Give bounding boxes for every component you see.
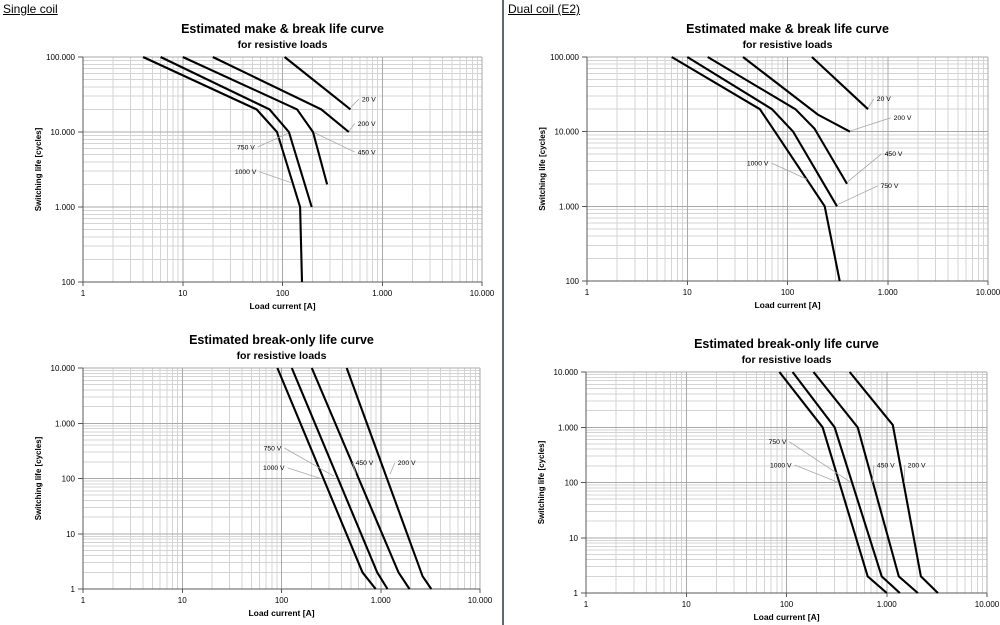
y-tick-label: 1 — [70, 585, 75, 594]
chart-subtitle: for resistive loads — [741, 354, 832, 366]
curve-label-200-v: 200 V — [893, 115, 912, 123]
curve-label-450-v: 450 V — [355, 460, 374, 468]
y-tick-label: 1.000 — [558, 202, 579, 212]
y-tick-label: 10.000 — [553, 368, 578, 377]
y-tick-label: 100.000 — [550, 53, 579, 62]
x-tick-label: 10 — [681, 600, 691, 609]
y-tick-label: 100 — [61, 474, 75, 484]
y-tick-label: 100 — [61, 278, 75, 287]
x-axis-title: Load current [A] — [249, 301, 316, 311]
chart-subtitle: for resistive loads — [236, 350, 327, 362]
curve-label-200-v: 200 V — [357, 120, 376, 128]
curve-label-750-v: 750 V — [880, 183, 899, 191]
curve-450-v — [183, 57, 327, 184]
axes — [78, 368, 480, 593]
x-tick-label: 100 — [274, 596, 289, 605]
curve-20-v — [285, 57, 351, 109]
x-tick-label: 100 — [275, 289, 290, 298]
x-axis-title: Load current [A] — [248, 608, 315, 618]
y-tick-label: 100 — [565, 277, 579, 286]
y-tick-label: 100 — [564, 478, 578, 488]
chart-title: Estimated make & break life curve — [686, 22, 889, 36]
chart-title: Estimated break-only life curve — [694, 337, 879, 351]
x-tick-label: 10 — [178, 289, 188, 298]
dual-coil-make-break-chart — [538, 22, 1000, 310]
y-tick-label: 1.000 — [54, 419, 75, 429]
chart-subtitle: for resistive loads — [742, 39, 833, 51]
x-tick-label: 10 — [177, 596, 187, 605]
x-tick-label: 100 — [780, 288, 795, 297]
curve-label-450-v: 450 V — [884, 151, 903, 159]
section-header-dual-coil: Dual coil (E2) — [508, 2, 581, 16]
leader-200-v — [390, 463, 395, 474]
x-tick-label: 1 — [584, 288, 590, 297]
y-tick-label: 1 — [573, 589, 578, 598]
x-tick-label: 10 — [682, 288, 692, 297]
y-tick-label: 10.000 — [554, 127, 579, 137]
curve-label-450-v: 450 V — [876, 462, 895, 470]
curve-label-1000-v: 1000 V — [770, 462, 792, 470]
leader-1000-v — [259, 172, 291, 183]
y-tick-label: 100.000 — [46, 53, 75, 62]
curve-20-v — [812, 57, 868, 109]
leader-200-v — [851, 118, 891, 131]
axes — [581, 372, 987, 597]
x-tick-label: 1.000 — [370, 596, 391, 605]
x-tick-label: 1.000 — [876, 600, 897, 609]
x-tick-label: 1.000 — [372, 289, 393, 298]
y-tick-label: 10 — [569, 533, 578, 543]
x-tick-label: 1.000 — [877, 288, 898, 297]
curve-label-750-v: 750 V — [263, 445, 282, 453]
y-tick-label: 10.000 — [50, 364, 75, 373]
y-axis-title: Switching life [cycles] — [538, 127, 547, 211]
leader-1000-v — [288, 468, 321, 479]
leader-450-v — [848, 154, 882, 182]
curve-label-200-v: 200 V — [907, 462, 926, 470]
curve-label-750-v: 750 V — [768, 439, 787, 447]
curve-label-1000-v: 1000 V — [746, 160, 769, 168]
y-tick-label: 1.000 — [54, 203, 75, 212]
curve-label-1000-v: 1000 V — [263, 465, 285, 473]
x-tick-label: 100 — [779, 600, 794, 609]
y-tick-label: 1.000 — [557, 423, 578, 433]
x-axis-title: Load current [A] — [754, 300, 821, 310]
curve-label-450-v: 450 V — [357, 149, 376, 157]
curve-label-20-v: 20 V — [361, 96, 376, 104]
leader-20-v — [868, 99, 873, 108]
x-tick-label: 10.000 — [974, 600, 1000, 609]
x-tick-label: 10.000 — [469, 289, 495, 298]
chart-subtitle: for resistive loads — [237, 39, 328, 51]
x-tick-label: 10.000 — [975, 288, 1000, 297]
x-tick-label: 1 — [80, 596, 86, 605]
chart-title: Estimated break-only life curve — [189, 333, 374, 347]
x-tick-label: 1 — [583, 600, 589, 609]
gridlines — [586, 372, 987, 593]
curve-label-750-v: 750 V — [237, 144, 255, 152]
x-tick-label: 10.000 — [467, 596, 493, 605]
gridlines — [83, 368, 480, 589]
section-header-single-coil: Single coil — [3, 2, 58, 16]
curve-label-1000-v: 1000 V — [234, 169, 257, 177]
curve-label-200-v: 200 V — [397, 460, 416, 468]
curve-label-20-v: 20 V — [876, 96, 891, 104]
x-axis-title: Load current [A] — [753, 612, 820, 622]
chart-title: Estimated make & break life curve — [181, 22, 384, 36]
y-axis-title: Switching life [cycles] — [537, 440, 546, 525]
y-axis-title: Switching life [cycles] — [34, 127, 43, 212]
y-axis-title: Switching life [cycles] — [34, 436, 43, 521]
y-tick-label: 10.000 — [50, 128, 75, 137]
dual-coil-break-only-chart — [537, 337, 1000, 622]
y-tick-label: 10 — [66, 529, 75, 539]
single-coil-make-break-chart — [34, 22, 495, 311]
single-coil-break-only-chart — [34, 333, 493, 618]
x-tick-label: 1 — [80, 289, 86, 298]
